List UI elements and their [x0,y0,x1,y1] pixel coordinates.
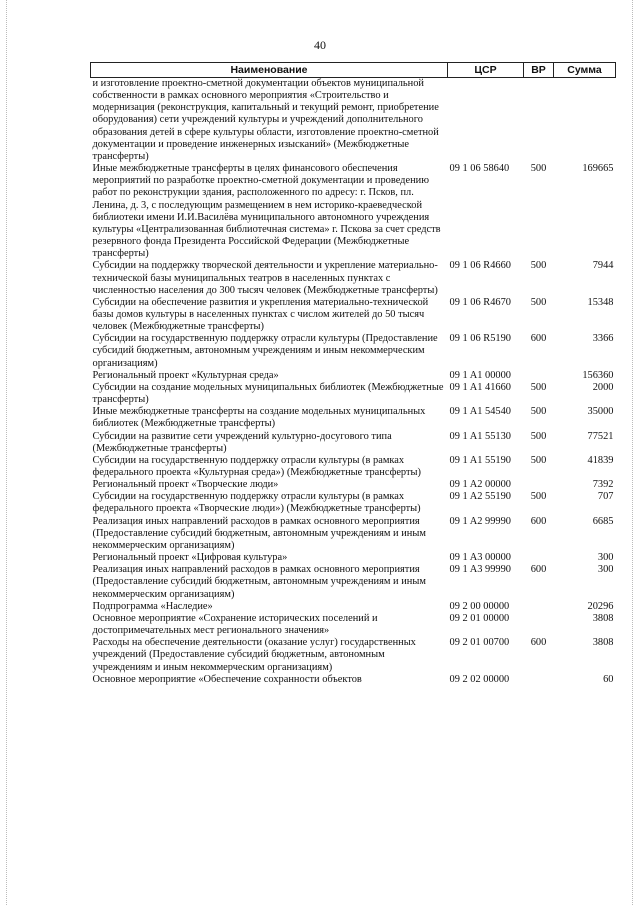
cell-name: Иные межбюджетные трансферты на создание модельных муниципальных библиотек (Межбюджетные трансферты) [92,406,426,430]
cell-name: Субсидии на поддержку творческой деятельности и укрепление материально-технической базы муниципальных театров в населенных пунктах с численностью населения до 300 тысяч человек (Межбюджетные трансферты) [92,260,438,296]
column-header-sum: Сумма [554,63,616,78]
scan-edge-left [6,0,8,905]
cell-csr: 09 1 A3 99990 [449,564,511,576]
table-row [91,431,616,455]
table-row [91,333,616,369]
cell-name: Основное мероприятие «Обеспечение сохранности объектов [92,673,362,685]
cell-name: Реализация иных направлений расходов в рамках основного мероприятия (Предоставление субсидий бюджетным, автономным учреждениям и иным некоммерческим организациям) [92,564,426,600]
cell-vr: 500 [530,260,547,272]
cell-sum: 7392 [592,479,614,491]
cell-sum: 20296 [587,600,614,612]
budget-table [90,62,616,686]
cell-name: Субсидии на обеспечение развития и укрепления материально-технической базы домов культуры в населенных пунктах с числом жителей до 50 тысяч человек (Межбюджетные трансферты) [92,296,429,333]
cell-vr [524,479,554,491]
cell-csr: 09 2 01 00000 [449,612,510,624]
cell-name: Реализация иных направлений расходов в рамках основного мероприятия (Предоставление субсидий бюджетным, автономным учреждениям и иным некоммерческим организациям) [92,515,426,551]
table-row [91,637,616,673]
cell-sum: 2000 [592,381,614,393]
column-header-vr: ВР [524,63,554,78]
table-row [91,78,616,164]
cell-name: Основное мероприятие «Сохранение исторических поселений и достопримечательных мест регионального значения» [92,612,378,637]
cell-sum: 300 [597,552,614,564]
cell-csr: 09 1 A3 00000 [449,552,511,564]
cell-name: Субсидии на государственную поддержку отрасли культуры (в рамках федерального проекта «Культурная среда») (Межбюджетные трансферты) [92,454,421,478]
cell-name: Субсидии на создание модельных муниципальных библиотек (Межбюджетные трансферты) [92,381,444,406]
table-row [91,491,616,515]
cell-csr: 09 1 A2 55190 [449,491,511,503]
cell-sum: 169665 [582,163,614,175]
cell-sum: 3808 [592,612,614,624]
cell-vr [524,601,554,613]
cell-csr [448,78,524,164]
table-row [91,455,616,479]
cell-name: Субсидии на государственную поддержку отрасли культуры (Предоставление субсидий бюджетным, автономным учреждениям и иным некоммерческим организациям) [92,333,438,369]
cell-vr: 600 [530,515,547,527]
cell-vr [524,613,554,637]
cell-vr [524,674,554,686]
cell-csr: 09 1 06 R5190 [449,333,511,345]
table-row [91,382,616,406]
scan-edge-right [632,0,634,905]
cell-name: Иные межбюджетные трансферты в целях финансового обеспечения мероприятий по разработке проектно-сметной документации и проведению работ по реконструкции здания, расположенного по адресу: г. Псков, пл. Ленина, д. 3, с последующим размещением в нем историко-краеведческой библиотеки имени И.И.Василёва муниципального автономного учреждения культуры «Централизованная библиотечная система» г. Пскова за счет средств резервного фонда Президента Российской Федерации (Межбюджетные трансферты) [92,163,441,260]
cell-csr: 09 1 A1 55190 [449,454,511,466]
cell-name: и изготовление проектно-сметной документации объектов муниципальной собственности в рамках основного мероприятия «Строительство и модернизация (реконструкция, капитальный и текущий ремонт, приобретение оборудования) сети учреждений культуры и учреждений дополнительного образования детей в сфере культуры области, изготовление проектно-сметной документации и проведение инженерных изысканий» (Межбюджетные трансферты) [92,78,439,162]
cell-vr: 500 [530,454,547,466]
cell-sum: 7944 [592,260,614,272]
table-row [91,552,616,564]
table-row [91,479,616,491]
table-row [91,564,616,600]
cell-vr: 600 [530,637,547,649]
cell-name: Региональный проект «Цифровая культура» [92,552,288,564]
table-row [91,613,616,637]
table-row [91,406,616,430]
cell-csr: 09 1 06 58640 [449,163,510,175]
cell-sum: 77521 [587,430,614,442]
cell-csr: 09 1 A2 00000 [449,479,511,491]
column-header-csr: ЦСР [448,63,524,78]
cell-vr: 500 [530,430,547,442]
cell-vr: 600 [530,564,547,576]
cell-name: Региональный проект «Культурная среда» [92,369,279,381]
cell-vr [524,370,554,382]
cell-sum: 41839 [587,454,614,466]
cell-name: Подпрограмма «Наследие» [92,600,213,612]
cell-csr: 09 1 A2 99990 [449,515,511,527]
cell-sum: 3366 [592,333,614,345]
cell-vr: 500 [530,406,547,418]
table-row [91,674,616,686]
cell-name: Региональный проект «Творческие люди» [92,479,279,491]
table-row [91,601,616,613]
cell-csr: 09 1 06 R4670 [449,296,511,308]
cell-vr [524,78,554,164]
table-row [91,370,616,382]
cell-vr: 500 [530,296,547,308]
cell-csr: 09 2 01 00700 [449,637,510,649]
cell-sum: 707 [597,491,614,503]
cell-name: Расходы на обеспечение деятельности (оказание услуг) государственных учреждений (Предоставление субсидий бюджетным, автономным учреждениям и иным некоммерческим организациям) [92,637,416,673]
cell-sum [554,78,616,164]
cell-vr: 500 [530,163,547,175]
cell-csr: 09 1 A1 54540 [449,406,511,418]
cell-name: Субсидии на государственную поддержку отрасли культуры (в рамках федерального проекта «Творческие люди») (Межбюджетные трансферты) [92,491,421,515]
cell-sum: 156360 [582,369,614,381]
cell-vr [524,552,554,564]
cell-sum: 15348 [587,296,614,308]
cell-vr: 500 [530,491,547,503]
cell-sum: 60 [603,673,614,685]
cell-csr: 09 1 A1 41660 [449,381,511,393]
cell-sum: 6685 [592,515,614,527]
cell-sum: 3808 [592,637,614,649]
cell-sum: 300 [597,564,614,576]
cell-sum: 35000 [587,406,614,418]
cell-vr: 500 [530,381,547,393]
cell-name: Субсидии на развитие сети учреждений культурно-досугового типа (Межбюджетные трансферты) [92,430,392,454]
table-row [91,163,616,260]
cell-csr: 09 2 00 00000 [449,600,510,612]
table-header-row [91,63,616,78]
cell-csr: 09 1 A1 55130 [449,430,511,442]
column-header-name: Наименование [91,63,448,78]
table-row [91,297,616,333]
cell-csr: 09 1 06 R4660 [449,260,511,272]
cell-vr: 600 [530,333,547,345]
table-body [91,78,616,686]
page-number: 40 [314,38,326,52]
table-row [91,516,616,552]
cell-csr: 09 1 A1 00000 [449,369,511,381]
table-row [91,260,616,296]
cell-csr: 09 2 02 00000 [449,673,510,685]
